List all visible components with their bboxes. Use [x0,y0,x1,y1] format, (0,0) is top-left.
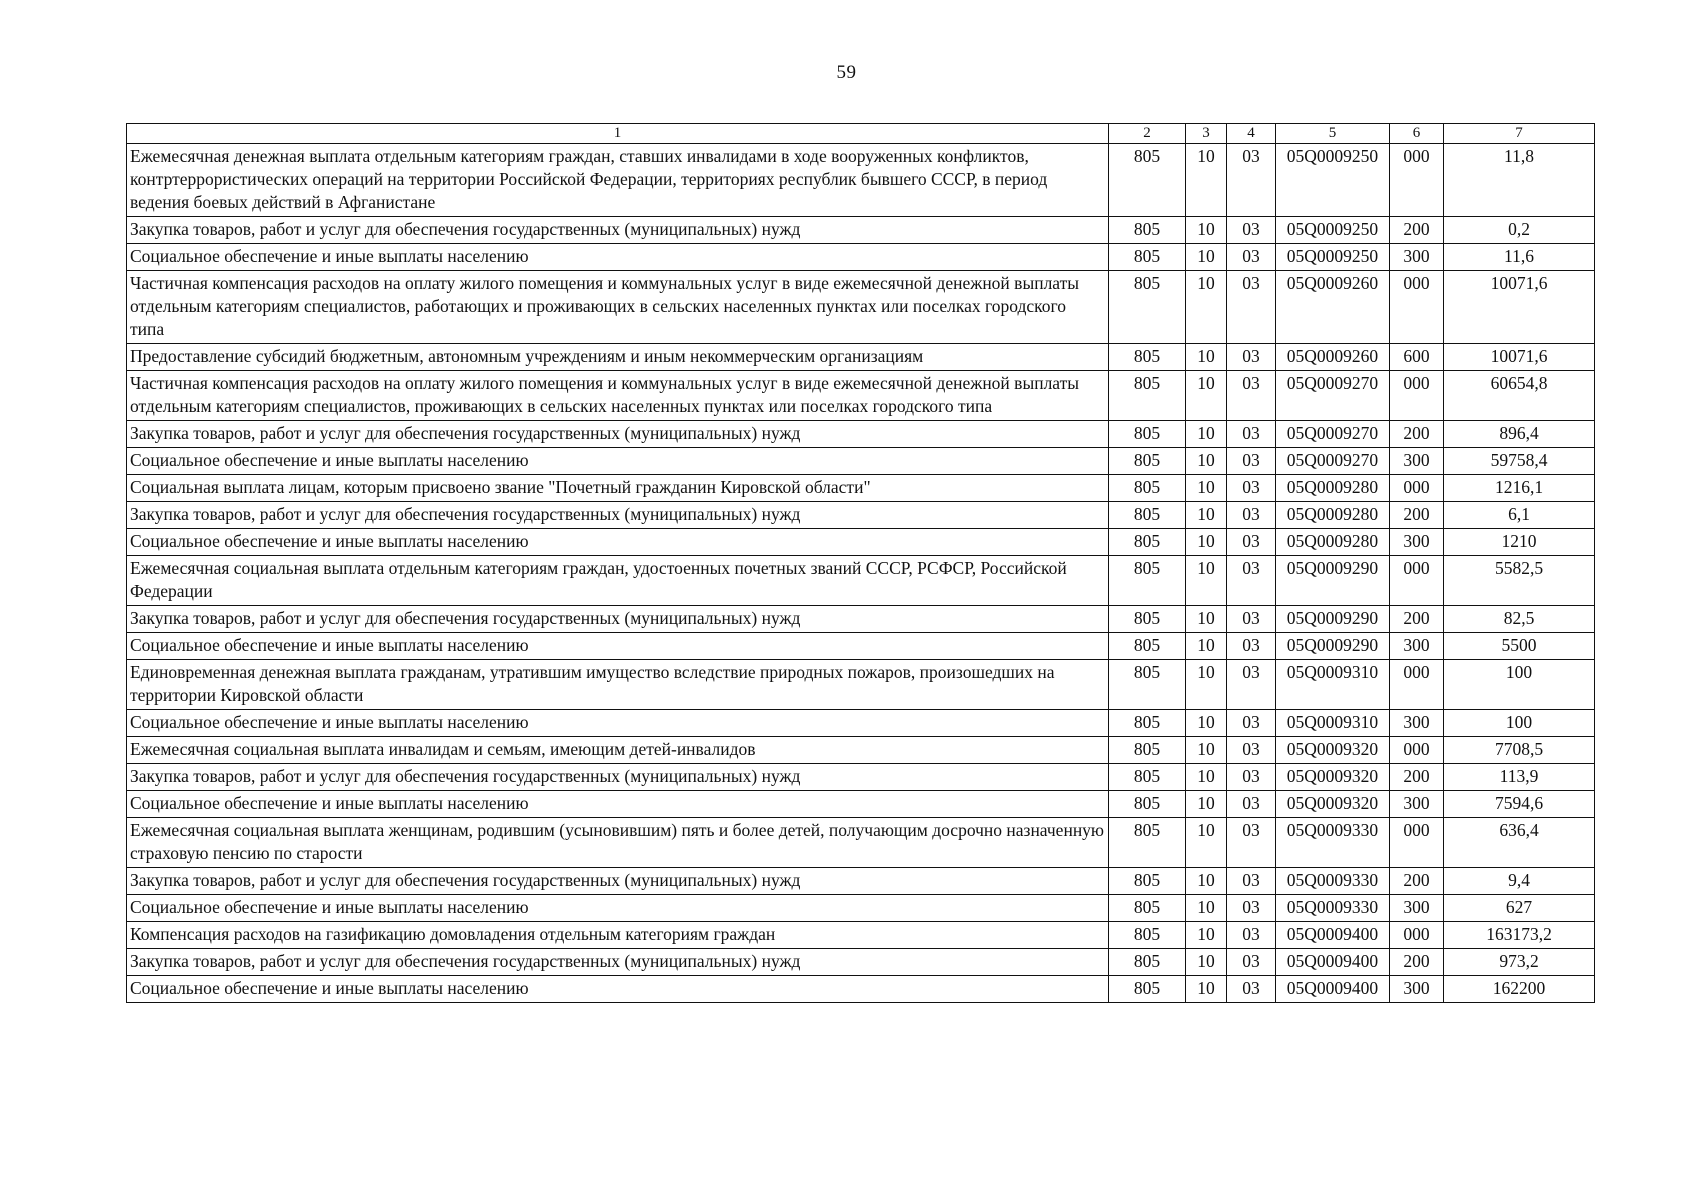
column-7-amount: 163173,2 [1444,922,1595,949]
header-cell: 5 [1276,124,1390,144]
column-4-value: 03 [1227,371,1276,421]
column-3-value: 10 [1186,895,1227,922]
row-description: Социальное обеспечение и иные выплаты населению [127,895,1109,922]
column-2-value: 805 [1109,710,1186,737]
row-description: Закупка товаров, работ и услуг для обеспечения государственных (муниципальных) нужд [127,217,1109,244]
column-3-value: 10 [1186,271,1227,344]
table-row [127,633,1595,660]
column-2-value: 805 [1109,949,1186,976]
column-4-value: 03 [1227,217,1276,244]
column-5-code: 05Q0009250 [1276,244,1390,271]
column-5-code: 05Q0009270 [1276,421,1390,448]
column-3-value: 10 [1186,244,1227,271]
column-5-code: 05Q0009330 [1276,895,1390,922]
row-description: Ежемесячная социальная выплата отдельным категориям граждан, удостоенных почетных званий СССР, РСФСР, Российской Федерации [127,556,1109,606]
column-3-value: 10 [1186,764,1227,791]
column-3-value: 10 [1186,710,1227,737]
row-description: Закупка товаров, работ и услуг для обеспечения государственных (муниципальных) нужд [127,502,1109,529]
column-7-amount: 1210 [1444,529,1595,556]
column-2-value: 805 [1109,244,1186,271]
column-2-value: 805 [1109,791,1186,818]
column-7-amount: 636,4 [1444,818,1595,868]
row-description: Ежемесячная социальная выплата женщинам, родившим (усыновившим) пять и более детей, получающим досрочно назначенную страховую пенсию по старости [127,818,1109,868]
column-2-value: 805 [1109,660,1186,710]
table-row [127,529,1595,556]
row-description: Социальное обеспечение и иные выплаты населению [127,633,1109,660]
row-description: Социальное обеспечение и иные выплаты населению [127,976,1109,1003]
column-5-code: 05Q0009280 [1276,475,1390,502]
column-7-amount: 100 [1444,660,1595,710]
column-7-amount: 162200 [1444,976,1595,1003]
column-7-amount: 9,4 [1444,868,1595,895]
column-6-value: 300 [1390,448,1444,475]
column-6-value: 000 [1390,660,1444,710]
column-4-value: 03 [1227,818,1276,868]
column-3-value: 10 [1186,217,1227,244]
column-4-value: 03 [1227,660,1276,710]
column-7-amount: 7594,6 [1444,791,1595,818]
column-5-code: 05Q0009320 [1276,737,1390,764]
table-row [127,371,1595,421]
column-2-value: 805 [1109,868,1186,895]
column-6-value: 000 [1390,922,1444,949]
column-5-code: 05Q0009280 [1276,502,1390,529]
column-2-value: 805 [1109,922,1186,949]
table-row [127,344,1595,371]
row-description: Социальное обеспечение и иные выплаты населению [127,529,1109,556]
column-6-value: 300 [1390,791,1444,818]
column-6-value: 200 [1390,764,1444,791]
column-5-code: 05Q0009290 [1276,633,1390,660]
column-6-value: 300 [1390,244,1444,271]
header-cell: 1 [127,124,1109,144]
column-5-code: 05Q0009330 [1276,818,1390,868]
column-2-value: 805 [1109,344,1186,371]
row-description: Частичная компенсация расходов на оплату жилого помещения и коммунальных услуг в виде ежемесячной денежной выплаты отдельным категориям специалистов, работающих и проживающих в сельских населенных пунктах или поселках городского типа [127,271,1109,344]
table-row [127,217,1595,244]
row-description: Ежемесячная денежная выплата отдельным категориям граждан, ставших инвалидами в ходе вооруженных конфликтов, контртеррористических операций на территории Российской Федерации, территориях республик бывшего СССР, в период ведения боевых действий в Афганистане [127,144,1109,217]
column-7-amount: 59758,4 [1444,448,1595,475]
table-row [127,475,1595,502]
table-row [127,764,1595,791]
column-6-value: 200 [1390,502,1444,529]
column-7-amount: 5500 [1444,633,1595,660]
column-7-amount: 973,2 [1444,949,1595,976]
row-description: Предоставление субсидий бюджетным, автономным учреждениям и иным некоммерческим организациям [127,344,1109,371]
column-2-value: 805 [1109,475,1186,502]
column-3-value: 10 [1186,737,1227,764]
column-6-value: 200 [1390,606,1444,633]
column-6-value: 200 [1390,868,1444,895]
column-7-amount: 60654,8 [1444,371,1595,421]
column-3-value: 10 [1186,529,1227,556]
table-row [127,144,1595,217]
column-3-value: 10 [1186,475,1227,502]
row-description: Ежемесячная социальная выплата инвалидам и семьям, имеющим детей-инвалидов [127,737,1109,764]
column-2-value: 805 [1109,606,1186,633]
table-row [127,976,1595,1003]
column-3-value: 10 [1186,371,1227,421]
column-6-value: 000 [1390,371,1444,421]
column-4-value: 03 [1227,710,1276,737]
column-5-code: 05Q0009330 [1276,868,1390,895]
column-2-value: 805 [1109,502,1186,529]
row-description: Частичная компенсация расходов на оплату жилого помещения и коммунальных услуг в виде ежемесячной денежной выплаты отдельным категориям специалистов, проживающих в сельских населенных пунктах или поселках городского типа [127,371,1109,421]
table-row [127,271,1595,344]
column-4-value: 03 [1227,606,1276,633]
column-6-value: 300 [1390,633,1444,660]
column-4-value: 03 [1227,421,1276,448]
column-3-value: 10 [1186,976,1227,1003]
column-5-code: 05Q0009400 [1276,976,1390,1003]
column-7-amount: 82,5 [1444,606,1595,633]
row-description: Закупка товаров, работ и услуг для обеспечения государственных (муниципальных) нужд [127,764,1109,791]
column-2-value: 805 [1109,818,1186,868]
column-2-value: 805 [1109,144,1186,217]
table-row [127,791,1595,818]
column-6-value: 300 [1390,529,1444,556]
column-2-value: 805 [1109,421,1186,448]
column-7-amount: 113,9 [1444,764,1595,791]
column-6-value: 600 [1390,344,1444,371]
row-description: Закупка товаров, работ и услуг для обеспечения государственных (муниципальных) нужд [127,868,1109,895]
page-number: 59 [836,62,857,83]
column-3-value: 10 [1186,922,1227,949]
budget-table [126,123,1595,1003]
column-4-value: 03 [1227,868,1276,895]
column-2-value: 805 [1109,529,1186,556]
column-3-value: 10 [1186,144,1227,217]
table-row [127,502,1595,529]
column-7-amount: 10071,6 [1444,271,1595,344]
column-5-code: 05Q0009260 [1276,344,1390,371]
column-5-code: 05Q0009320 [1276,764,1390,791]
table-body [127,144,1595,1003]
column-3-value: 10 [1186,448,1227,475]
column-4-value: 03 [1227,475,1276,502]
column-7-amount: 7708,5 [1444,737,1595,764]
table-row [127,710,1595,737]
column-6-value: 200 [1390,949,1444,976]
column-5-code: 05Q0009400 [1276,922,1390,949]
column-5-code: 05Q0009270 [1276,448,1390,475]
table-row [127,448,1595,475]
column-6-value: 000 [1390,475,1444,502]
column-7-amount: 11,6 [1444,244,1595,271]
column-3-value: 10 [1186,818,1227,868]
column-3-value: 10 [1186,502,1227,529]
column-5-code: 05Q0009310 [1276,710,1390,737]
column-2-value: 805 [1109,976,1186,1003]
column-5-code: 05Q0009250 [1276,144,1390,217]
column-2-value: 805 [1109,764,1186,791]
column-5-code: 05Q0009320 [1276,791,1390,818]
column-7-amount: 627 [1444,895,1595,922]
column-5-code: 05Q0009280 [1276,529,1390,556]
column-6-value: 000 [1390,271,1444,344]
column-3-value: 10 [1186,949,1227,976]
column-3-value: 10 [1186,633,1227,660]
row-description: Социальное обеспечение и иные выплаты населению [127,244,1109,271]
column-6-value: 000 [1390,818,1444,868]
row-description: Социальное обеспечение и иные выплаты населению [127,791,1109,818]
column-3-value: 10 [1186,421,1227,448]
column-3-value: 10 [1186,344,1227,371]
column-2-value: 805 [1109,737,1186,764]
column-7-amount: 1216,1 [1444,475,1595,502]
row-description: Социальная выплата лицам, которым присвоено звание "Почетный гражданин Кировской области" [127,475,1109,502]
column-6-value: 300 [1390,976,1444,1003]
row-description: Компенсация расходов на газификацию домовладения отдельным категориям граждан [127,922,1109,949]
column-4-value: 03 [1227,895,1276,922]
column-4-value: 03 [1227,764,1276,791]
table-row [127,895,1595,922]
column-4-value: 03 [1227,791,1276,818]
column-2-value: 805 [1109,448,1186,475]
column-4-value: 03 [1227,737,1276,764]
row-description: Социальное обеспечение и иные выплаты населению [127,710,1109,737]
header-cell: 7 [1444,124,1595,144]
row-description: Закупка товаров, работ и услуг для обеспечения государственных (муниципальных) нужд [127,606,1109,633]
column-7-amount: 100 [1444,710,1595,737]
row-description: Закупка товаров, работ и услуг для обеспечения государственных (муниципальных) нужд [127,421,1109,448]
column-3-value: 10 [1186,556,1227,606]
table-row [127,556,1595,606]
column-5-code: 05Q0009260 [1276,271,1390,344]
column-4-value: 03 [1227,976,1276,1003]
column-5-code: 05Q0009290 [1276,606,1390,633]
row-description: Единовременная денежная выплата гражданам, утратившим имущество вследствие природных пожаров, произошедших на территории Кировской области [127,660,1109,710]
column-3-value: 10 [1186,606,1227,633]
column-2-value: 805 [1109,633,1186,660]
column-5-code: 05Q0009310 [1276,660,1390,710]
column-4-value: 03 [1227,344,1276,371]
row-description: Социальное обеспечение и иные выплаты населению [127,448,1109,475]
column-4-value: 03 [1227,271,1276,344]
column-4-value: 03 [1227,633,1276,660]
column-6-value: 000 [1390,144,1444,217]
column-4-value: 03 [1227,529,1276,556]
header-row [127,124,1595,144]
column-7-amount: 11,8 [1444,144,1595,217]
table-row [127,606,1595,633]
column-3-value: 10 [1186,868,1227,895]
column-5-code: 05Q0009270 [1276,371,1390,421]
column-3-value: 10 [1186,791,1227,818]
table-row [127,818,1595,868]
header-cell: 4 [1227,124,1276,144]
column-3-value: 10 [1186,660,1227,710]
table-row [127,868,1595,895]
column-2-value: 805 [1109,556,1186,606]
column-2-value: 805 [1109,371,1186,421]
column-7-amount: 10071,6 [1444,344,1595,371]
column-2-value: 805 [1109,895,1186,922]
header-cell: 2 [1109,124,1186,144]
column-7-amount: 6,1 [1444,502,1595,529]
column-6-value: 000 [1390,556,1444,606]
column-6-value: 000 [1390,737,1444,764]
table-row [127,421,1595,448]
column-2-value: 805 [1109,271,1186,344]
column-2-value: 805 [1109,217,1186,244]
column-6-value: 200 [1390,421,1444,448]
column-5-code: 05Q0009400 [1276,949,1390,976]
column-4-value: 03 [1227,502,1276,529]
column-5-code: 05Q0009290 [1276,556,1390,606]
column-4-value: 03 [1227,556,1276,606]
column-4-value: 03 [1227,244,1276,271]
column-6-value: 300 [1390,710,1444,737]
column-4-value: 03 [1227,144,1276,217]
table-row [127,660,1595,710]
header-cell: 3 [1186,124,1227,144]
column-7-amount: 896,4 [1444,421,1595,448]
column-4-value: 03 [1227,448,1276,475]
column-6-value: 200 [1390,217,1444,244]
table-row [127,922,1595,949]
column-5-code: 05Q0009250 [1276,217,1390,244]
column-4-value: 03 [1227,922,1276,949]
column-6-value: 300 [1390,895,1444,922]
column-7-amount: 0,2 [1444,217,1595,244]
column-7-amount: 5582,5 [1444,556,1595,606]
row-description: Закупка товаров, работ и услуг для обеспечения государственных (муниципальных) нужд [127,949,1109,976]
column-4-value: 03 [1227,949,1276,976]
table-row [127,949,1595,976]
table-row [127,737,1595,764]
table-row [127,244,1595,271]
header-cell: 6 [1390,124,1444,144]
